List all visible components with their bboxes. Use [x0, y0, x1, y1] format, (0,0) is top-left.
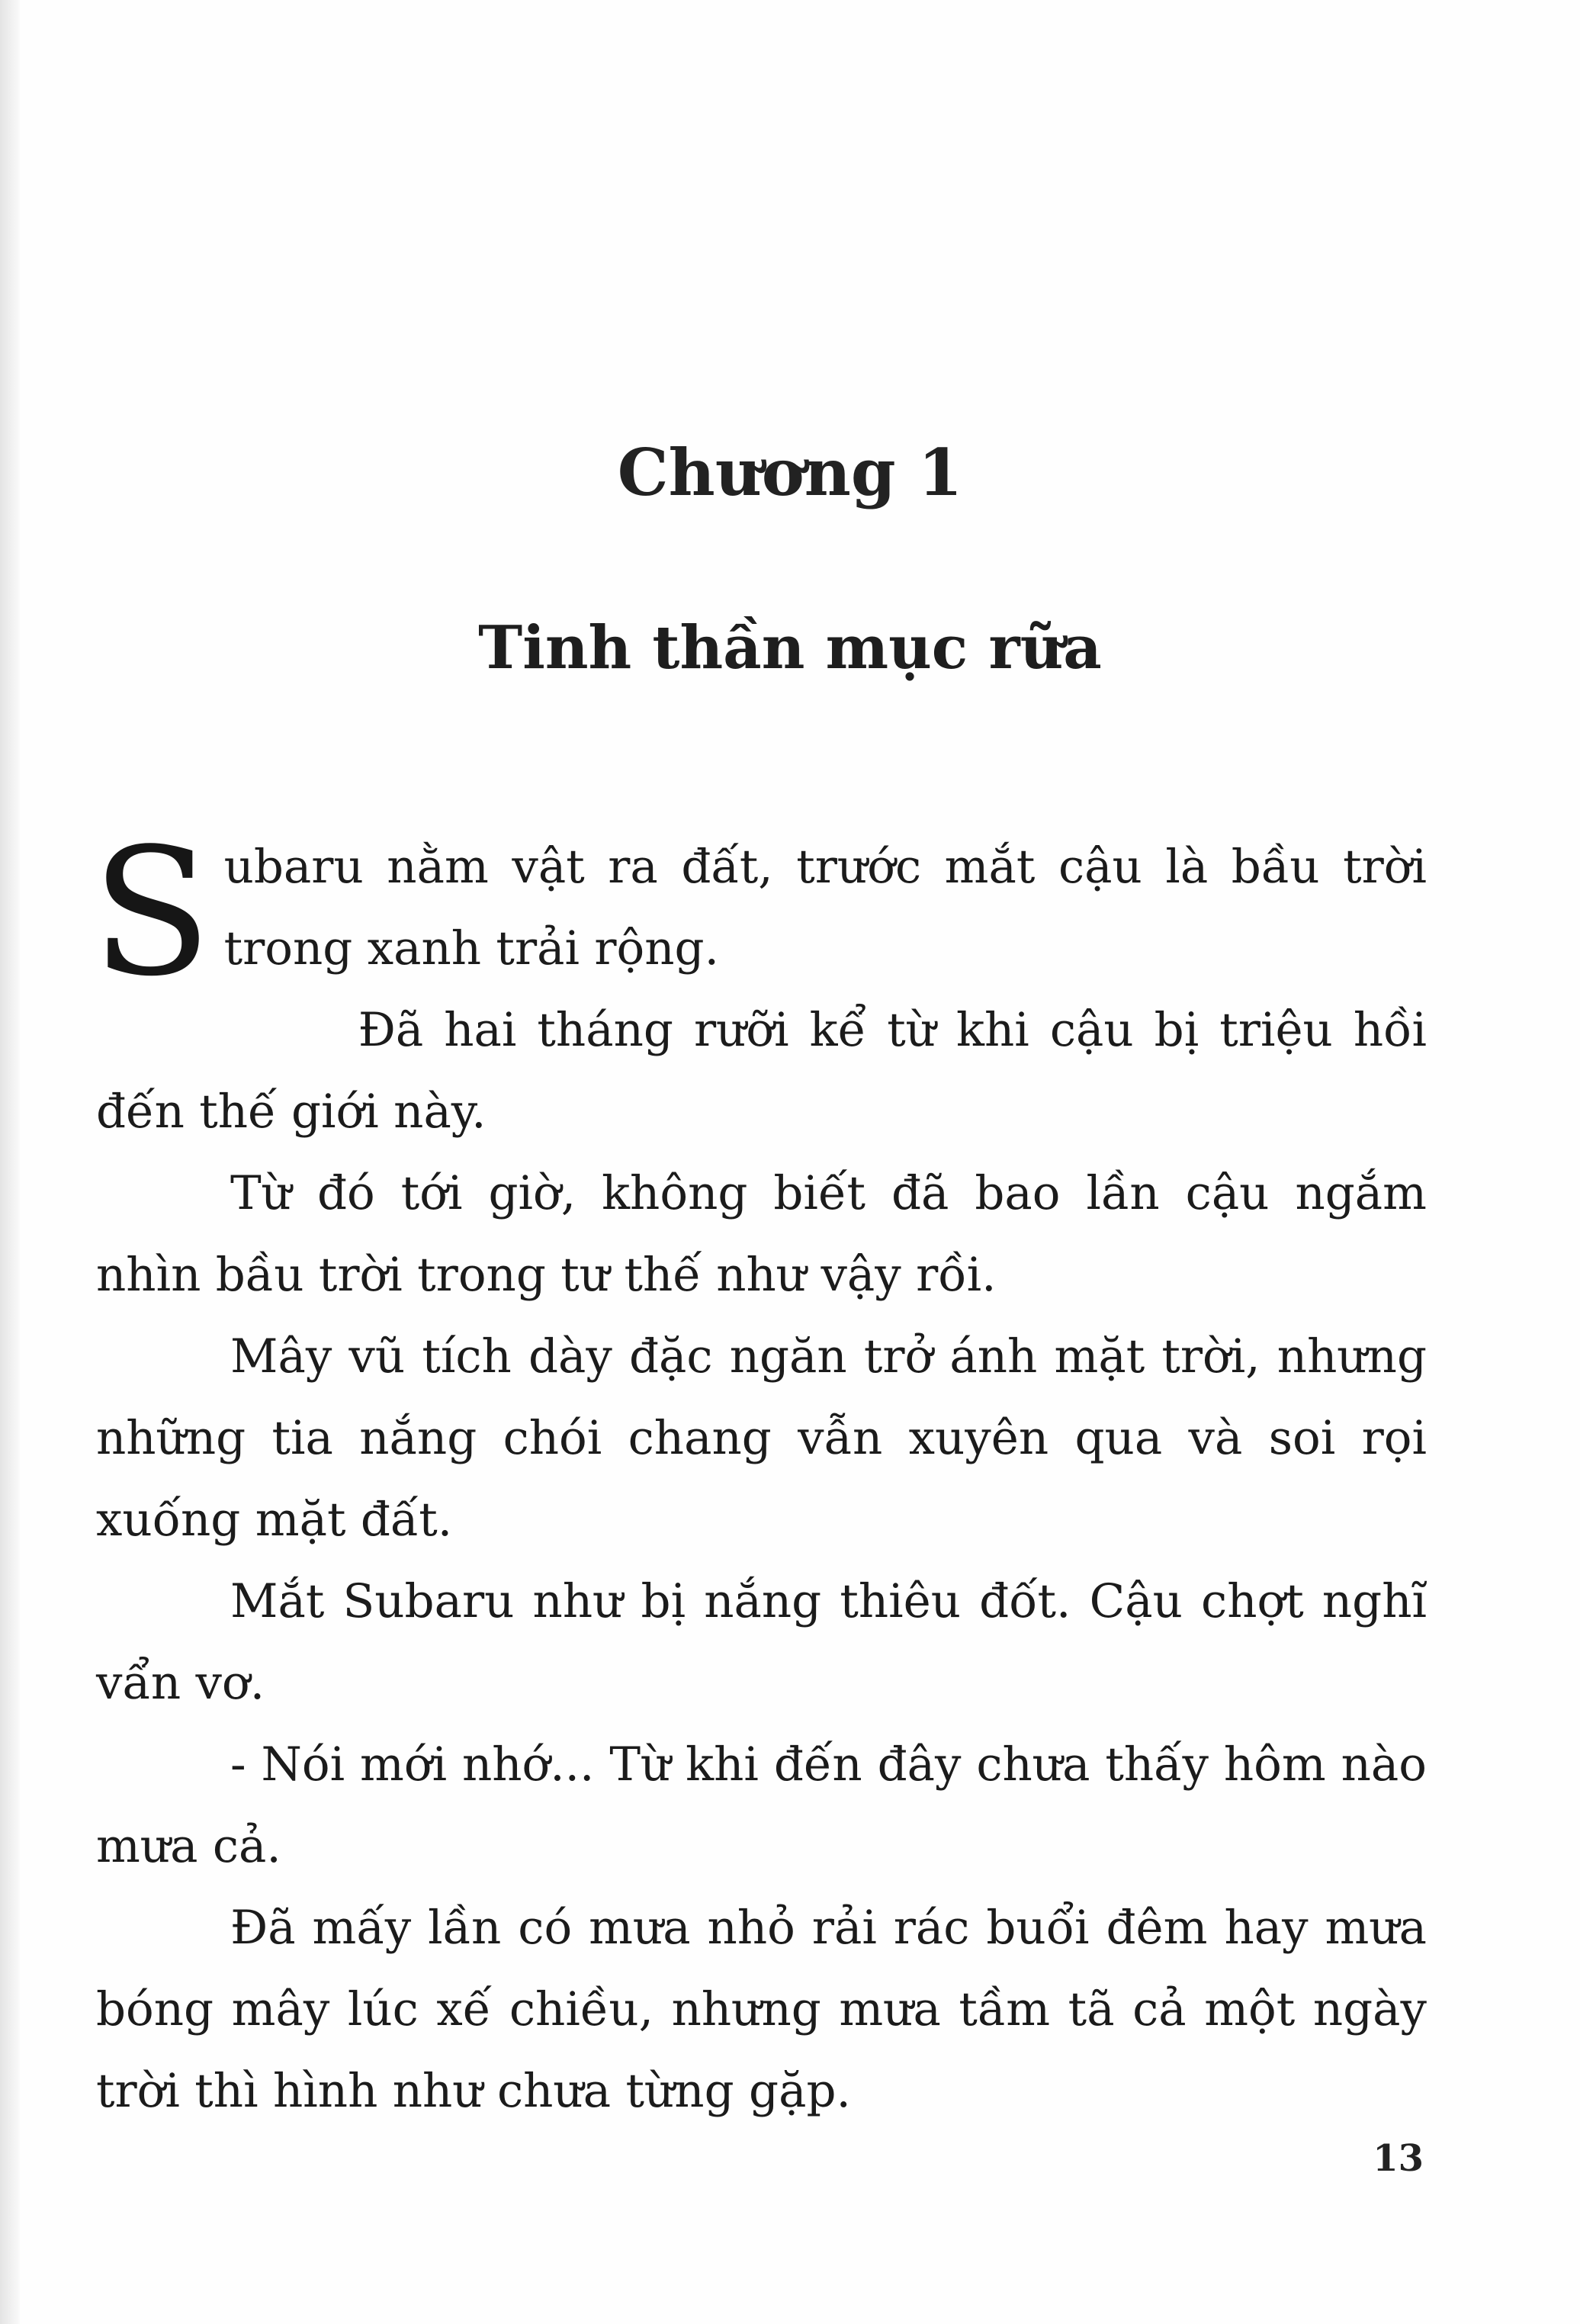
paragraph-1-text: ubaru nằm vật ra đất, trước mắt cậu là bầu trời trong xanh trải rộng. — [223, 840, 1427, 976]
paragraph-6: - Nói mới nhớ... Từ khi đến đây chưa thấy hôm nào mưa cả. — [96, 1737, 1427, 1873]
page-edge-shadow — [0, 0, 20, 2324]
paragraph-1 — [92, 812, 1427, 1015]
chapter-number: Chương 1 — [617, 435, 963, 510]
page-number: 13 — [1373, 2137, 1424, 2180]
paragraph-2: Đã hai tháng rưỡi kể từ khi cậu bị triệu hồi đến thế giới này. — [96, 1003, 1427, 1139]
drop-cap: S — [92, 812, 212, 1015]
paragraph-5: Mắt Subaru như bị nắng thiêu đốt. Cậu chợt nghĩ vẩn vơ. — [96, 1574, 1427, 1710]
chapter-body — [92, 812, 1427, 2132]
paragraph-4: Mây vũ tích dày đặc ngăn trở ánh mặt trời, nhưng những tia nắng chói chang vẫn xuyên qua và soi rọi xuống mặt đất. — [96, 1329, 1427, 1547]
chapter-title: Tinh thần mục rữa — [478, 613, 1102, 683]
paragraph-3: Từ đó tới giờ, không biết đã bao lần cậu ngắm nhìn bầu trời trong tư thế như vậy rồi. — [96, 1166, 1427, 1302]
paragraph-7: Đã mấy lần có mưa nhỏ rải rác buổi đêm hay mưa bóng mây lúc xế chiều, nhưng mưa tầm tã cả một ngày trời thì hình như chưa từng gặp. — [96, 1901, 1427, 2118]
